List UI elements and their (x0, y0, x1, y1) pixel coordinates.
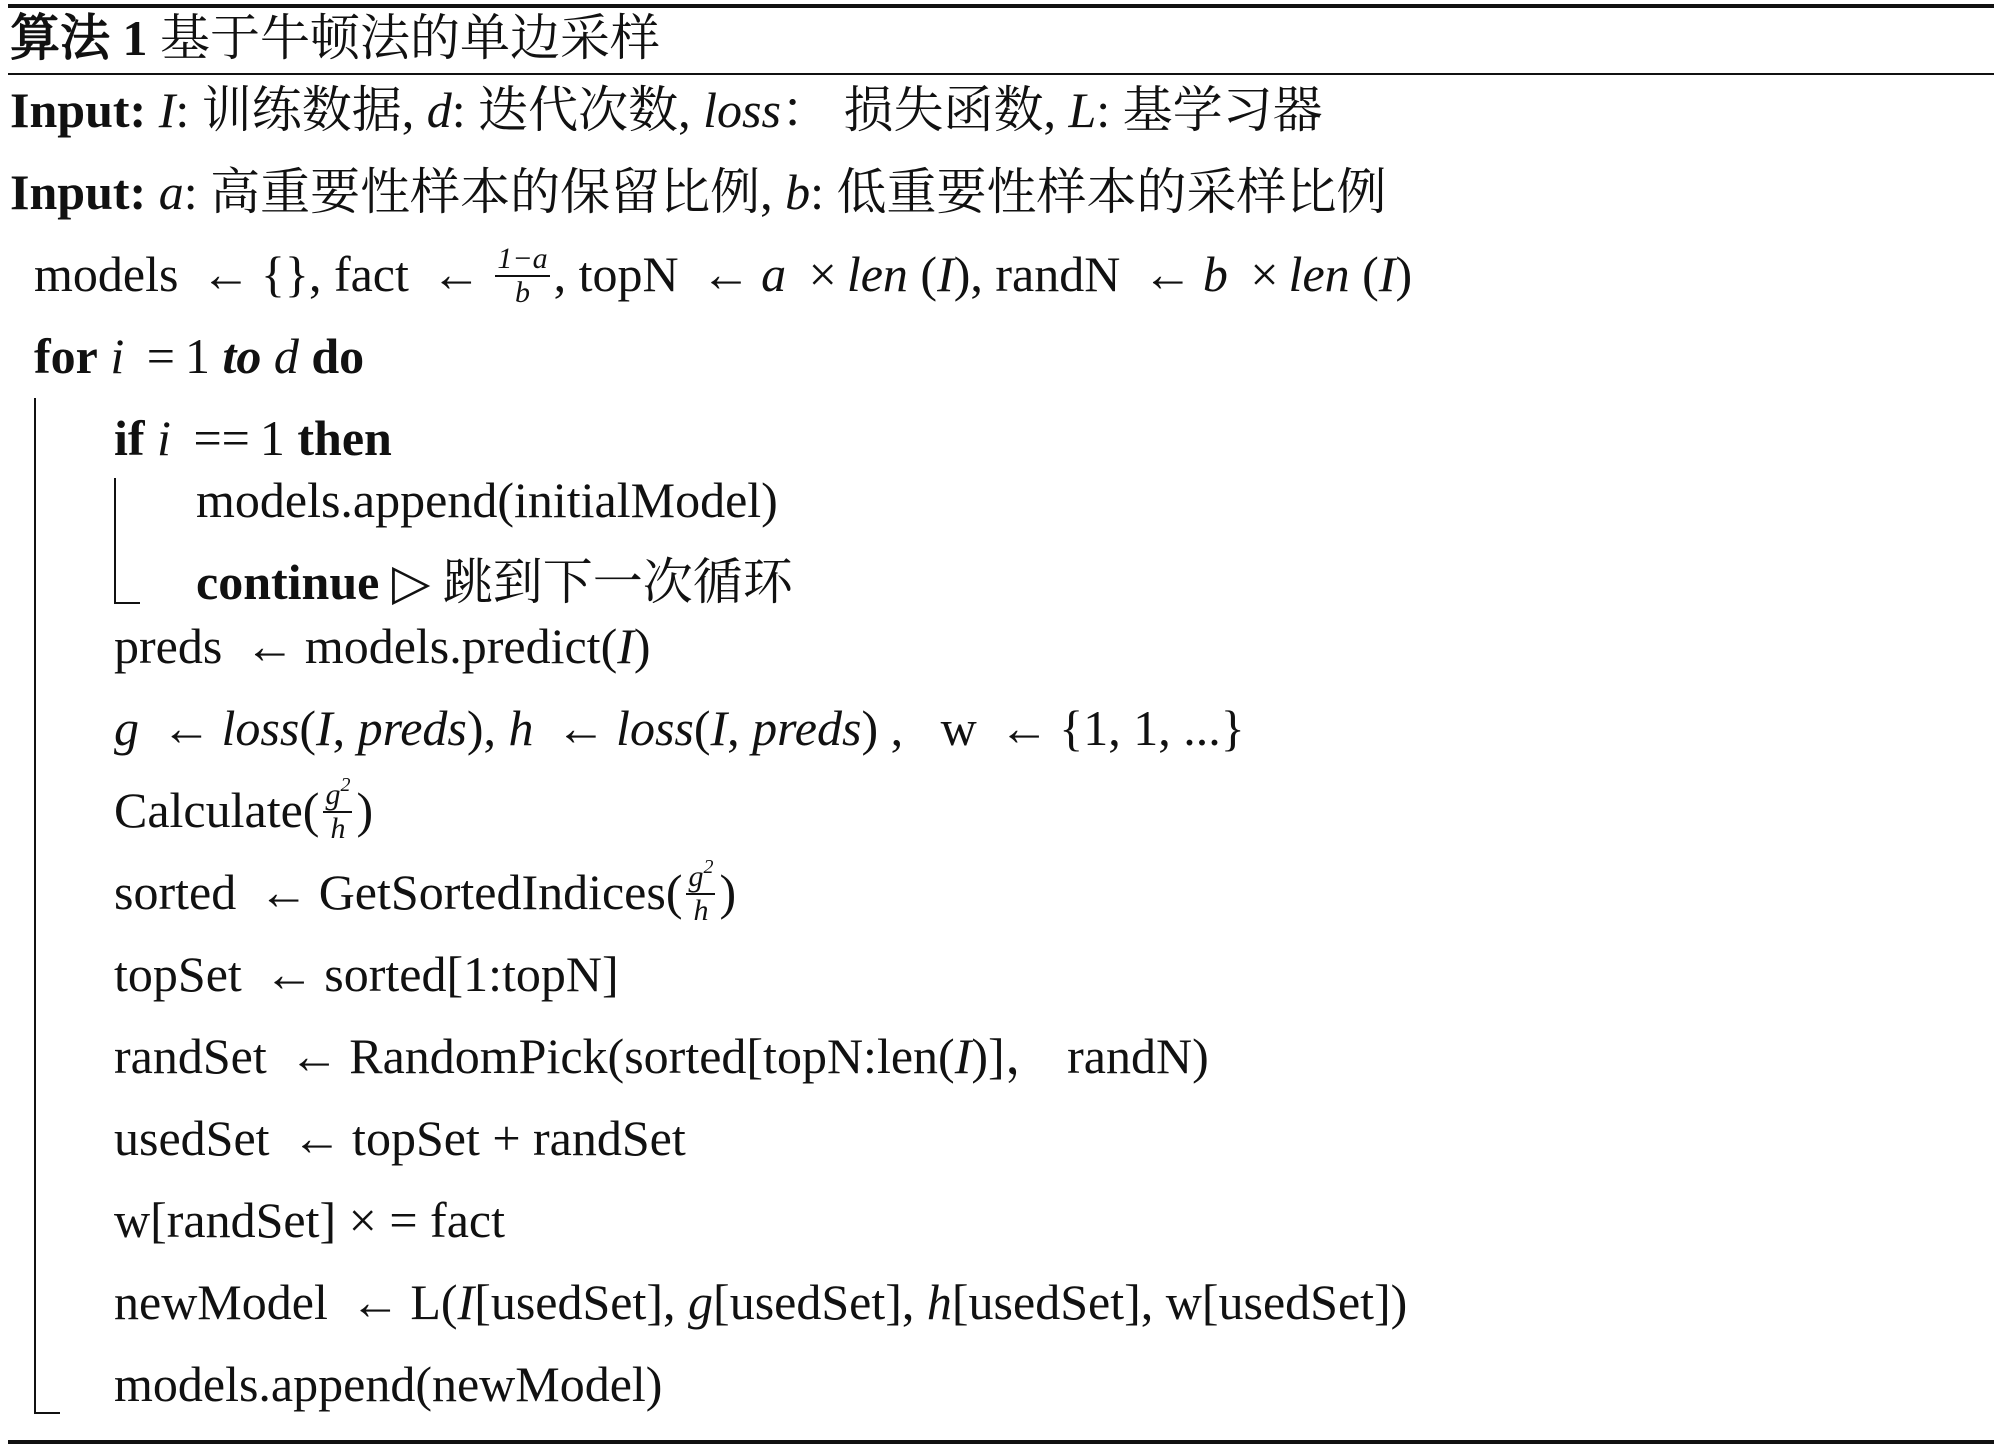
usedset-var: usedSet (114, 1110, 270, 1166)
assign-arrow: ← (244, 618, 295, 674)
var-g: g (114, 700, 139, 756)
sorted-var: sorted (114, 864, 237, 920)
var-I: I (937, 246, 954, 302)
assign-arrow: ← (1142, 246, 1193, 302)
continue-line (196, 552, 793, 612)
newmodel-var: newModel (114, 1274, 328, 1330)
calculate-call: Calculate( (114, 782, 320, 838)
algorithm-name: 基于牛顿法的单边采样 (160, 10, 660, 66)
var-h: h (926, 1274, 952, 1330)
randset-var: randSet (114, 1028, 267, 1084)
loop-var: i (110, 328, 125, 384)
assign-arrow: ← (556, 700, 607, 756)
times-sign: × (808, 246, 837, 302)
usedset-line (114, 1108, 686, 1168)
for-block-bar (34, 398, 36, 1414)
if-block-end (114, 602, 140, 604)
preds-var: preds (114, 618, 223, 674)
assign-arrow: ← (161, 700, 212, 756)
assign-arrow: ← (289, 1028, 340, 1084)
input-variable: d (426, 82, 452, 138)
assign-arrow: ← (350, 1274, 401, 1330)
comment-triangle-icon: ▷ (391, 554, 431, 610)
assign-arrow: ← (431, 246, 482, 302)
append-initial-line (196, 470, 778, 530)
input-text: : 基学习器 (1096, 82, 1323, 138)
fact-fraction (495, 243, 549, 309)
topset-value: sorted[1:topN] (324, 946, 619, 1002)
randn-var: randN (995, 246, 1121, 302)
var-I: I (954, 1028, 972, 1084)
to-keyword: to (222, 328, 262, 384)
append-new-stmt: models.append(newModel) (114, 1356, 663, 1412)
continue-keyword: continue (196, 554, 380, 610)
fraction-numerator: 1−a (497, 241, 548, 275)
assign-arrow: ← (701, 246, 752, 302)
var-I: I (315, 700, 333, 756)
continue-comment: 跳到下一次循环 (442, 554, 793, 610)
topn-var: topN (578, 246, 679, 302)
if-line (114, 408, 392, 468)
var-b: b (1202, 246, 1228, 302)
g2-over-h-fraction (686, 855, 715, 927)
input-text: : 迭代次数, (451, 82, 704, 138)
input-keyword: Input: (10, 82, 147, 138)
fraction-numerator: $g^2$ (325, 773, 351, 811)
input-line-1 (10, 80, 1323, 140)
input-line-2 (10, 162, 1387, 222)
w-init: {1, 1, ...} (1059, 700, 1245, 756)
var-I: I (457, 1274, 475, 1330)
input-keyword: Input: (10, 164, 147, 220)
newmodel-line (114, 1272, 1407, 1332)
fact-var: fact (333, 246, 409, 302)
assign-arrow: ← (999, 700, 1050, 756)
input-variable: loss (703, 82, 781, 138)
equality-op: == (193, 410, 250, 466)
if-block-bar (114, 478, 116, 604)
var-I: I (617, 618, 634, 674)
for-block-end (34, 1412, 60, 1414)
fraction-denominator: b (515, 275, 530, 309)
randset-line (114, 1026, 1209, 1086)
assign-arrow: ← (258, 864, 309, 920)
topset-line (114, 944, 619, 1004)
input-text: : 低重要性样本的采样比例 (810, 164, 1387, 220)
var-a: a (761, 246, 787, 302)
topset-var: topSet (114, 946, 242, 1002)
assign-arrow: ← (264, 946, 315, 1002)
input-variable: b (785, 164, 811, 220)
append-initial-stmt: models.append(initialModel) (196, 472, 778, 528)
do-keyword: do (311, 328, 365, 384)
input-text: : 训练数据, (175, 82, 427, 138)
get-sorted-indices-call: GetSortedIndices( (318, 864, 683, 920)
assign-arrow: ← (200, 246, 251, 302)
input-description (159, 82, 1323, 138)
calculate-line: Calculate( $\frac{g^2}{h}$ ) (114, 773, 374, 845)
weight-scale-line (114, 1190, 505, 1250)
var-I: I (710, 700, 728, 756)
usedset-index: [usedSet], w[usedSet]) (951, 1274, 1408, 1330)
then-keyword: then (297, 410, 392, 466)
loop-end: d (273, 328, 299, 384)
usedset-index: [usedSet], (474, 1274, 689, 1330)
times-sign: × (1250, 246, 1279, 302)
predict-call: models.predict( (304, 618, 618, 674)
title-rule (8, 73, 1994, 75)
input-description (159, 164, 1387, 220)
sorted-line: sorted ← GetSortedIndices( $\frac{g^2}{h}$ ) (114, 855, 737, 927)
random-pick-args: )]， randN) (971, 1028, 1209, 1084)
fraction-denominator: h (693, 893, 709, 927)
bottom-rule (8, 1440, 1994, 1444)
var-preds: preds (752, 700, 862, 756)
input-variable: a (158, 164, 184, 220)
weight-scale-stmt: w[randSet] × = fact (114, 1192, 505, 1248)
input-variable: L (1068, 82, 1097, 138)
for-keyword: for (34, 328, 98, 384)
g2-over-h-fraction (323, 773, 352, 845)
len-func: len (846, 246, 908, 302)
if-keyword: if (114, 410, 145, 466)
random-pick-call: RandomPick(sorted[topN:len( (349, 1028, 955, 1084)
fraction-numerator: $g^2$ (688, 855, 714, 893)
loss-func: loss (616, 700, 694, 756)
usedset-value: topSet + randSet (352, 1110, 686, 1166)
usedset-index: [usedSet], (713, 1274, 927, 1330)
fraction-denominator: h (330, 811, 346, 845)
var-preds: preds (357, 700, 467, 756)
var-w: w (940, 700, 977, 756)
empty-set: {} (260, 246, 309, 302)
gradients-line: g ← loss(I, preds), h ← loss(I, preds) , w ← {1, 1, ...} (114, 700, 1245, 756)
loop-start: 1 (184, 328, 210, 384)
models-var: models (34, 246, 179, 302)
loss-func: loss (221, 700, 300, 756)
var-g: g (688, 1274, 714, 1330)
assign-arrow: ← (292, 1110, 343, 1166)
literal-one: 1 (259, 410, 285, 466)
equals-sign: = (146, 328, 175, 384)
algorithm-number: 算法 1 (10, 10, 148, 66)
for-line (34, 326, 364, 386)
input-text: ： 损失函数, (780, 82, 1069, 138)
input-text: : 高重要性样本的保留比例, (183, 164, 786, 220)
algorithm-title (10, 8, 660, 68)
loop-var: i (157, 410, 171, 466)
init-line: models ← {}, fact ← $\frac{1-a}{b}$ , topN ← a × len (I), randN ← b × len (I) (34, 241, 1413, 309)
learner-call: L( (410, 1274, 458, 1330)
close-paren: ) (633, 618, 651, 674)
len-func: len (1288, 246, 1350, 302)
input-variable: I (158, 82, 176, 138)
append-new-line (114, 1354, 662, 1414)
var-I: I (1378, 246, 1396, 302)
preds-line (114, 616, 651, 676)
var-h: h (508, 700, 534, 756)
